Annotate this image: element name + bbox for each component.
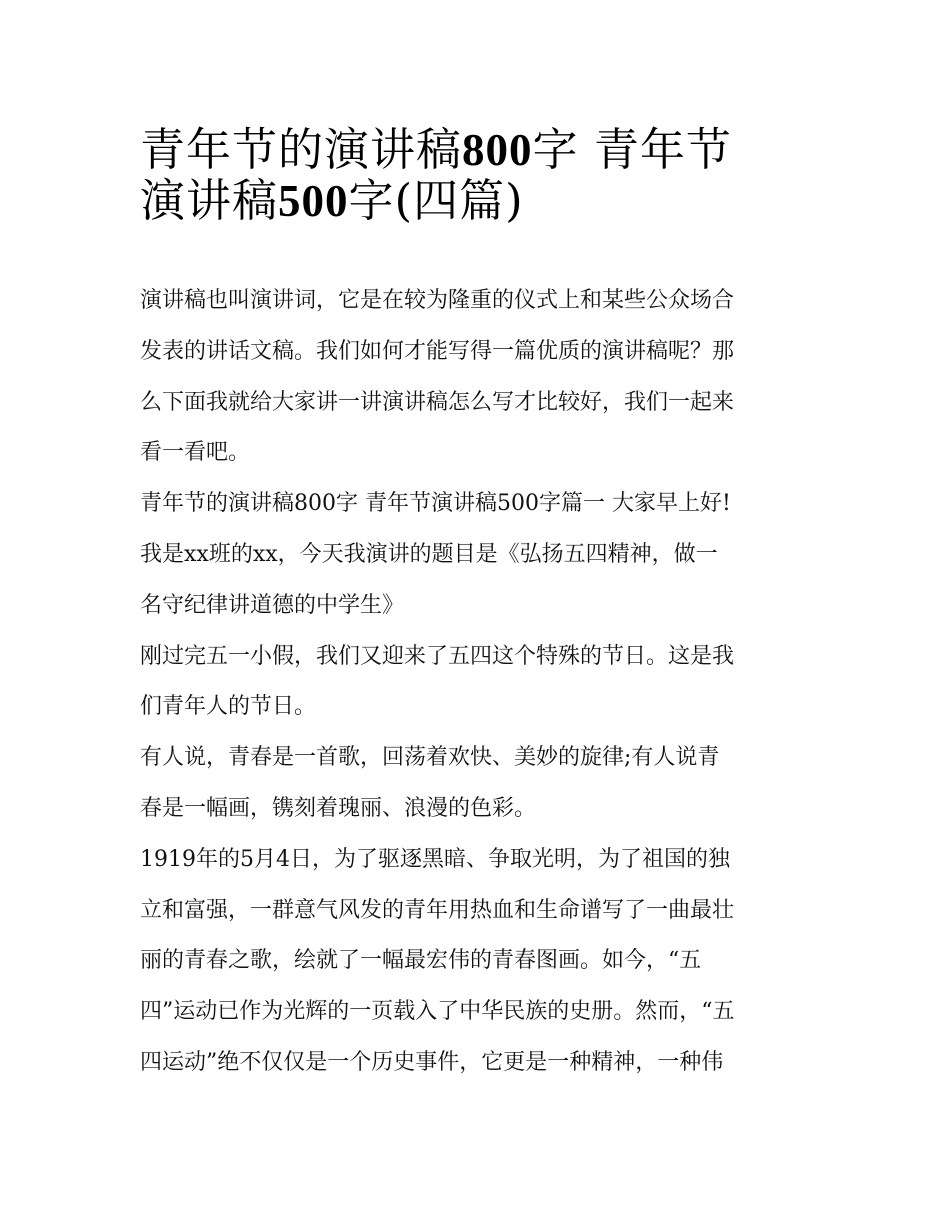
body-line: 春是一幅画，镌刻着瑰丽、浪漫的色彩。: [140, 795, 537, 821]
body-line: 演讲稿也叫演讲词，它是在较为隆重的仪式上和某些公众场合: [140, 288, 735, 313]
body-line: 刚过完五一小假，我们又迎来了五四这个特殊的节日。这是我: [140, 643, 735, 669]
body-line: 青年节的演讲稿800字 青年节演讲稿500字篇一 大家早上好!: [140, 491, 731, 517]
body-line: 立和富强，一群意气风发的青年用热血和生命谱写了一曲最壮: [140, 897, 735, 923]
body-line: 名守纪律讲道德的中学生》: [140, 592, 405, 618]
title-number: 800: [462, 125, 533, 175]
body-line: 我是xx班的xx，今天我演讲的题目是《弘扬五四精神，做一: [140, 541, 718, 567]
title-line: 演讲稿500字(四篇): [140, 173, 524, 227]
document-body: [140, 276, 830, 1089]
body-line: 四运动”绝不仅仅是一个历史事件，它更是一种精神，一种伟: [140, 1049, 724, 1075]
title-line: 青年节的演讲稿800字 青年节: [140, 123, 732, 176]
body-line: 四”运动已作为光辉的一页载入了中华民族的史册。然而，“五: [140, 999, 735, 1025]
body-line: 们青年人的节日。: [140, 694, 317, 720]
title-number: 500: [278, 175, 349, 226]
body-line: 发表的讲话文稿。我们如何才能写得一篇优质的演讲稿呢？那: [140, 338, 735, 364]
body-line: 有人说，青春是一首歌，回荡着欢快、美妙的旋律;有人说青: [140, 745, 720, 771]
body-line: 看一看吧。: [140, 440, 251, 466]
body-line: 1919年的5月4日，为了驱逐黑暗、争取光明，为了祖国的独: [140, 846, 730, 872]
document-title: [140, 112, 820, 227]
body-line: 丽的青春之歌，绘就了一幅最宏伟的青春图画。如今，“五: [140, 948, 702, 974]
body-line: 么下面我就给大家讲一讲演讲稿怎么写才比较好，我们一起来: [140, 389, 735, 415]
